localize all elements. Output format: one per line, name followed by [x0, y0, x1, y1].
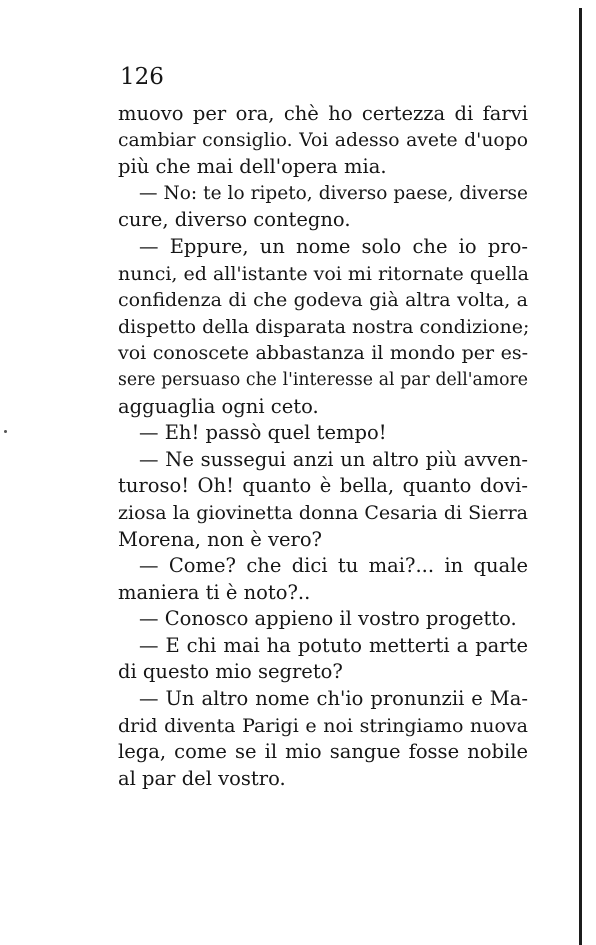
text-line: — Eh! passò quel tempo! [139, 421, 387, 445]
text-line: sere persuaso che l'interesse al par dell'amore [118, 369, 528, 390]
text-line: drid diventa Parigi e noi stringiamo nuova [118, 714, 528, 737]
text-line: — No: te lo ripeto, diverso paese, diverse [139, 182, 528, 204]
text-line: — Conosco appieno il vostro progetto. [139, 607, 517, 631]
text-line: — E chi mai ha potuto metterti a parte [139, 633, 528, 657]
text-line: — Eppure, un nome solo che io pro- [139, 234, 528, 258]
text-line: più che mai dell'opera mia. [118, 155, 387, 179]
text-line: — Come? che dici tu mai?... in quale [139, 554, 528, 578]
text-line: al par del vostro. [118, 766, 286, 790]
text-line: ziosa la giovinetta donna Cesaria di Sierra [118, 501, 528, 524]
text-line: turoso! Oh! quanto è bella, quanto dovi- [118, 474, 528, 498]
page-edge-rule [579, 8, 582, 945]
text-line: lega, come se il mio sangue fosse nobile [118, 740, 528, 764]
text-line: cambiar consiglio. Voi adesso avete d'uopo [118, 129, 528, 151]
text-line: confidenza di che godeva già altra volta, a [118, 289, 528, 312]
text-line: cure, diverso contegno. [118, 208, 351, 232]
text-line: voi conoscete abbastanza il mondo per es- [118, 342, 528, 365]
text-line: Morena, non è vero? [118, 527, 323, 551]
text-line: nunci, ed all'istante voi mi ritornate quella [118, 262, 529, 285]
text-line: muovo per ora, chè ho certezza di farvi [118, 102, 528, 125]
text-line: maniera ti è noto?.. [118, 580, 311, 604]
body-text [118, 101, 528, 792]
text-line: — Un altro nome ch'io pronunzii e Ma- [139, 687, 528, 711]
text-line: — Ne sussegui anzi un altro più avven- [139, 447, 528, 471]
text-line: di questo mio segreto? [118, 660, 343, 684]
page-number: 126 [120, 64, 164, 90]
margin-speck [4, 430, 7, 433]
text-line: agguaglia ogni ceto. [118, 394, 319, 418]
text-line: dispetto della disparata nostra condizione; [118, 315, 530, 338]
